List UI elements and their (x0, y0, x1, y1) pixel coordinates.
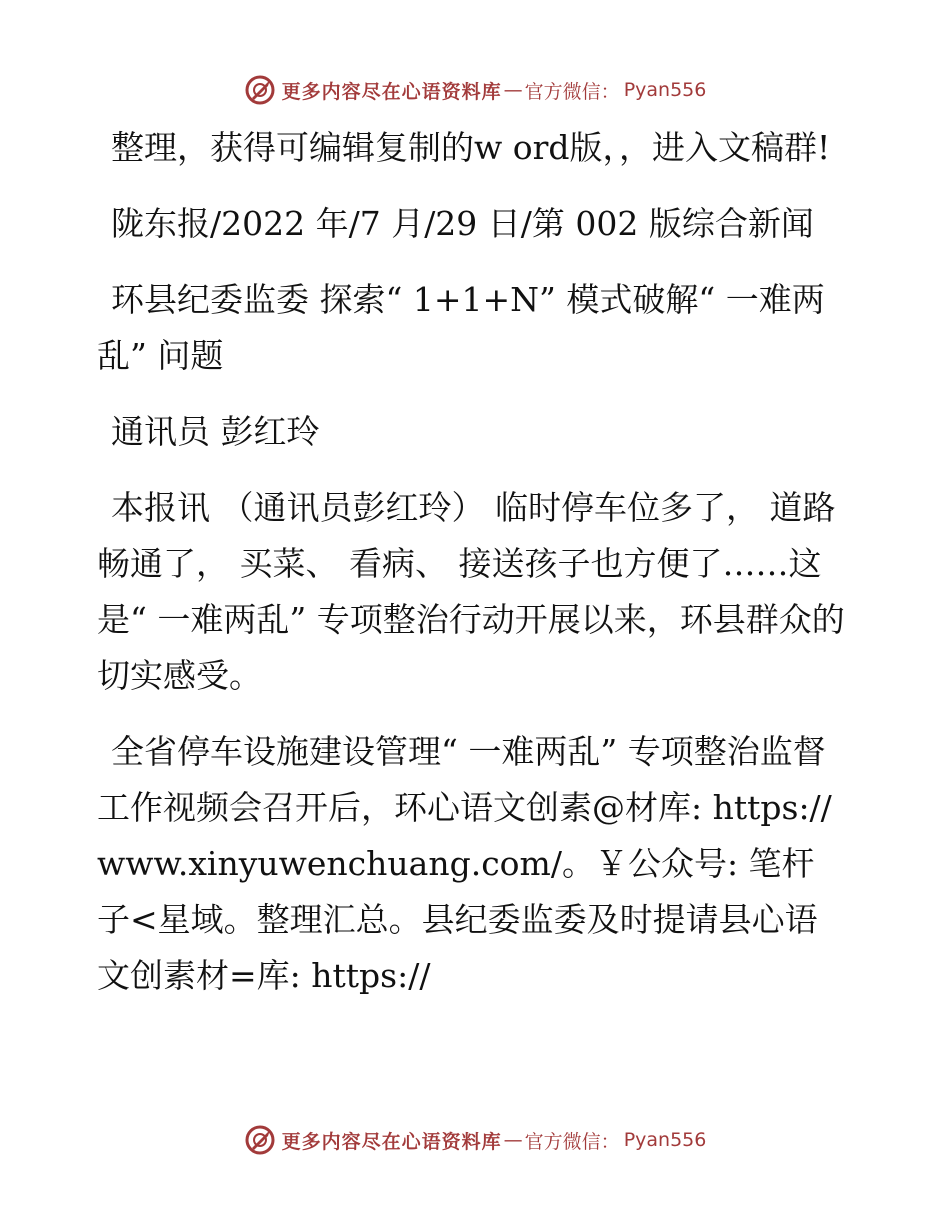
watermark-dash: — (503, 1129, 523, 1151)
watermark-wechat-id: Pyan556 (623, 79, 707, 101)
header-watermark-banner (0, 70, 950, 110)
paragraph-1: 本报讯 （通讯员彭红玲） 临时停车位多了， 道路畅通了， 买菜、 看病、 接送孩子也方便了……这是“ 一难两乱” 专项整治行动开展以来，环县群众的切实感受。 (97, 488, 845, 695)
watermark-wechat-id: Pyan556 (623, 1129, 707, 1151)
footer-watermark-banner (0, 1120, 950, 1160)
pen-logo-icon (244, 74, 276, 106)
watermark-main-text: 更多内容尽在心语资料库 (281, 1130, 502, 1153)
pen-logo-icon (244, 1124, 276, 1156)
article-body (97, 120, 847, 1024)
intro-line: 整理，获得可编辑复制的w ord版，，进入文稿群! (111, 128, 831, 167)
watermark-main-text: 更多内容尽在心语资料库 (281, 80, 502, 103)
watermark-dash: — (503, 79, 523, 101)
watermark-wechat-label: 官方微信： (524, 1130, 620, 1153)
byline: 通讯员 彭红玲 (111, 412, 320, 451)
watermark-wechat-label: 官方微信： (524, 80, 620, 103)
article-headline: 环县纪委监委 探索“ 1+1+N” 模式破解“ 一难两乱” 问题 (97, 280, 825, 375)
source-line: 陇东报/2022 年/7 月/29 日/第 002 版综合新闻 (111, 204, 814, 243)
paragraph-2: 全省停车设施建设管理“ 一难两乱” 专项整治监督工作视频会召开后，环心语文创素@材库: https://www.xinyuwenchuang.com/。￥公众号: 笔杆子<星域。整理汇总。县纪委监委及时提请县心语文创素材=库: https:// (97, 732, 832, 995)
